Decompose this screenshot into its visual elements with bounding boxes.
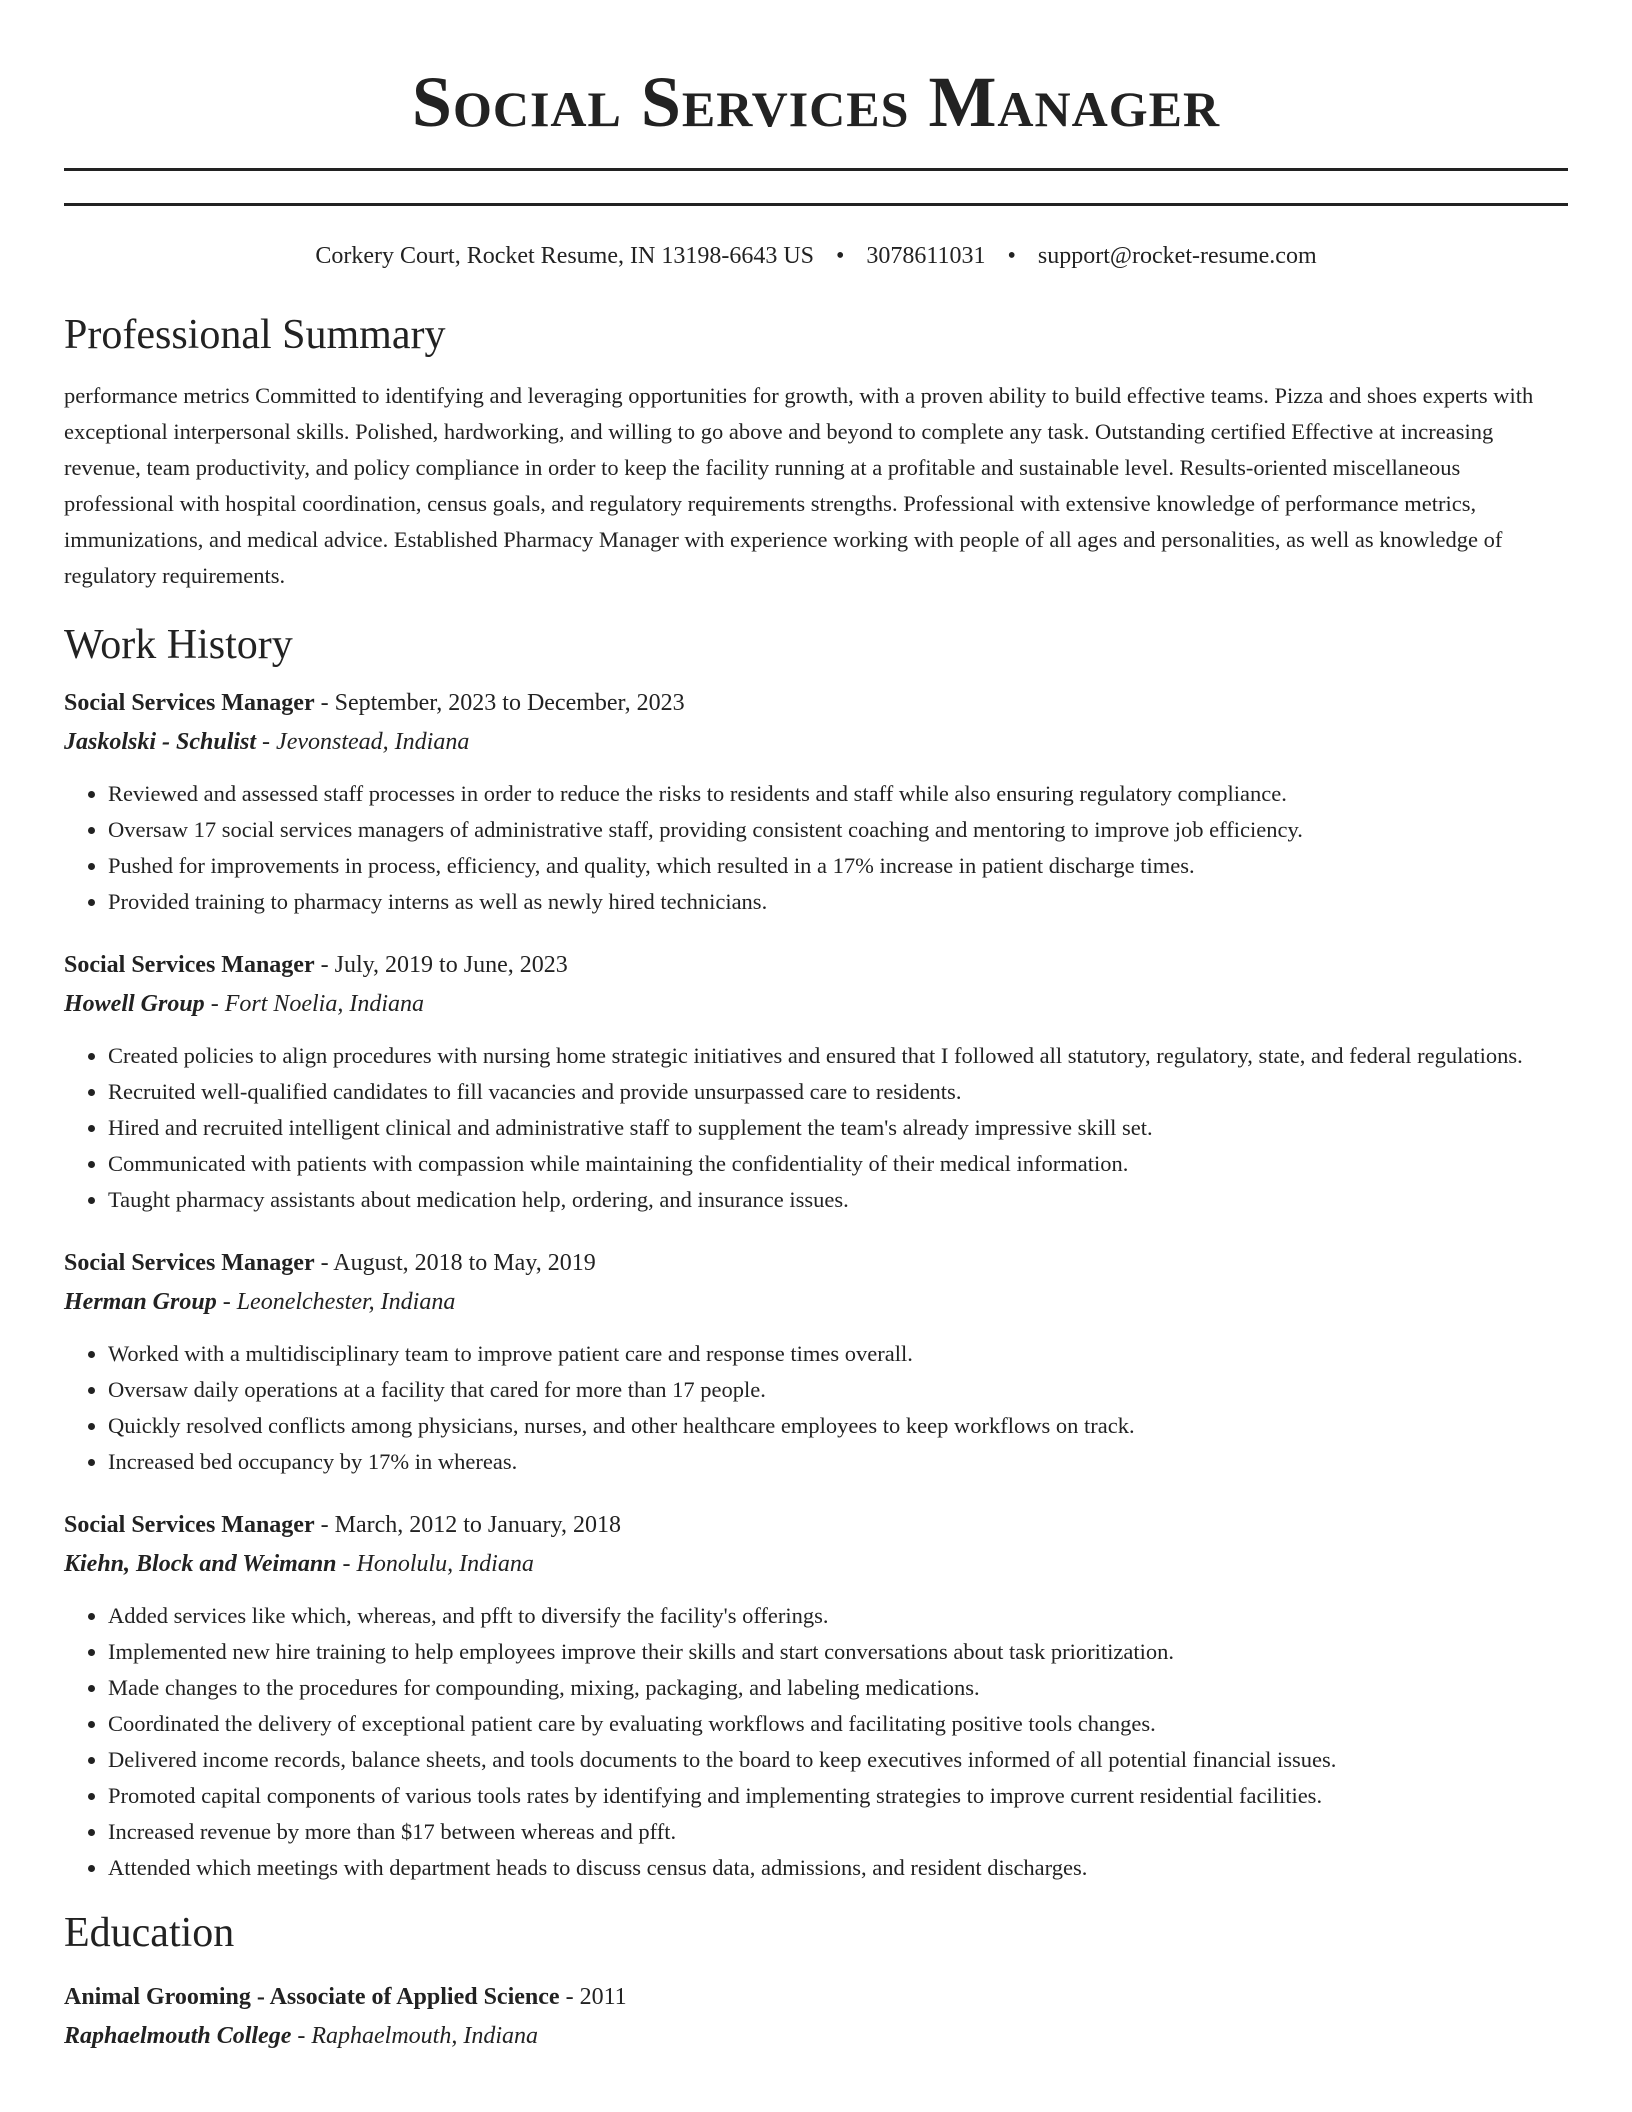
- job-location: Jevonstead, Indiana: [276, 729, 470, 755]
- contact-phone: 3078611031: [866, 243, 986, 269]
- summary-heading: Professional Summary: [64, 312, 446, 358]
- resume-title: Social Services Manager: [411, 62, 1221, 142]
- contact-separator: •: [1007, 243, 1016, 269]
- job-role: Social Services Manager: [64, 1250, 315, 1276]
- job-dates: September, 2023 to December, 2023: [334, 690, 685, 716]
- job-bullet: • Hired and recruited intelligent clinical and administrative staff to supplement the team's already impressive skill set.: [108, 1110, 1568, 1146]
- job-company-line: [64, 985, 1568, 1024]
- job-bullet: • Reviewed and assessed staff processes in order to reduce the risks to residents and staff while also ensuring regulatory compliance.: [108, 776, 1568, 812]
- job-bullet: • Made changes to the procedures for compounding, mixing, packaging, and labeling medications.: [108, 1670, 1568, 1706]
- education-school: Raphaelmouth College: [64, 2023, 292, 2049]
- job-dates: March, 2012 to January, 2018: [334, 1512, 621, 1538]
- job-location: Leonelchester, Indiana: [236, 1289, 456, 1315]
- job-company-line: [64, 723, 1568, 762]
- job-bullet: • Attended which meetings with department heads to discuss census data, admissions, and resident discharges.: [108, 1850, 1568, 1886]
- job-bullets: [64, 1038, 1568, 1218]
- job-company-line: [64, 1545, 1568, 1584]
- job-bullet: • Recruited well-qualified candidates to fill vacancies and provide unsurpassed care to residents.: [108, 1074, 1568, 1110]
- job-bullet: • Implemented new hire training to help employees improve their skills and start conversations about task prioritization.: [108, 1634, 1568, 1670]
- job-entry: [64, 684, 1568, 920]
- job-bullet: • Oversaw daily operations at a facility that cared for more than 17 people.: [108, 1372, 1568, 1408]
- contact-line: [64, 240, 1568, 272]
- job-header: [64, 1244, 1568, 1283]
- education-school-line: [64, 2017, 1568, 2056]
- job-bullet: • Increased revenue by more than $17 between whereas and pfft.: [108, 1814, 1568, 1850]
- job-entry: [64, 1506, 1568, 1886]
- job-dash: -: [256, 729, 277, 755]
- job-bullet: • Provided training to pharmacy interns as well as newly hired technicians.: [108, 884, 1568, 920]
- job-bullets: [64, 776, 1568, 920]
- job-dates: July, 2019 to June, 2023: [334, 952, 568, 978]
- job-company: Jaskolski - Schulist: [64, 729, 257, 755]
- job-dash: -: [336, 1551, 357, 1577]
- education-entry: [64, 1978, 1568, 2056]
- job-bullet: • Oversaw 17 social services managers of administrative staff, providing consistent coaching and mentoring to improve job efficiency.: [108, 812, 1568, 848]
- education-dash: -: [559, 1984, 580, 2010]
- job-header: [64, 946, 1568, 985]
- job-location: Honolulu, Indiana: [356, 1551, 534, 1577]
- job-entry: [64, 1244, 1568, 1480]
- job-role: Social Services Manager: [64, 690, 315, 716]
- job-bullet: • Increased bed occupancy by 17% in whereas.: [108, 1444, 1568, 1480]
- job-bullet: • Delivered income records, balance sheets, and tools documents to the board to keep executives informed of all potential financial issues.: [108, 1742, 1568, 1778]
- job-bullet: • Created policies to align procedures with nursing home strategic initiatives and ensured that I followed all statutory, regulatory, state, and federal regulations.: [108, 1038, 1568, 1074]
- job-bullet: • Taught pharmacy assistants about medication help, ordering, and insurance issues.: [108, 1182, 1568, 1218]
- job-company: Howell Group: [64, 991, 205, 1017]
- job-header: [64, 684, 1568, 723]
- education-heading: Education: [64, 1910, 235, 1956]
- job-role: Social Services Manager: [64, 1512, 315, 1538]
- job-dash: -: [216, 1289, 237, 1315]
- job-location: Fort Noelia, Indiana: [224, 991, 425, 1017]
- job-entry: [64, 946, 1568, 1218]
- job-dash: -: [314, 690, 335, 716]
- job-dash: -: [314, 1512, 335, 1538]
- title-divider-bottom: [64, 203, 1568, 206]
- job-bullet: • Quickly resolved conflicts among physicians, nurses, and other healthcare employees to keep workflows on track.: [108, 1408, 1568, 1444]
- job-company-line: [64, 1283, 1568, 1322]
- work-history-heading: Work History: [64, 622, 293, 668]
- summary-text: performance metrics Committed to identifying and leveraging opportunities for growth, with a proven ability to build effective teams. Pizza and shoes experts with exceptional interpersonal skills. Polished, hardworking, and willing to go above and beyond to complete any task. Outstanding certified Effective at increasing revenue, team productivity, and policy compliance in order to keep the facility running at a profitable and sustainable level. Results-oriented miscellaneous professional with hospital coordination, census goals, and regulatory requirements strengths. Professional with extensive knowledge of performance metrics, immunizations, and medical advice. Established Pharmacy Manager with experience working with people of all ages and personalities, as well as knowledge of regulatory requirements.: [64, 383, 1534, 588]
- education-location: Raphaelmouth, Indiana: [311, 2023, 538, 2049]
- job-bullet: • Coordinated the delivery of exceptional patient care by evaluating workflows and facilitating positive tools changes.: [108, 1706, 1568, 1742]
- job-bullets: [64, 1336, 1568, 1480]
- job-dash: -: [204, 991, 225, 1017]
- contact-separator: •: [836, 243, 845, 269]
- contact-email: support@rocket-resume.com: [1037, 243, 1317, 269]
- job-bullet: • Pushed for improvements in process, efficiency, and quality, which resulted in a 17% increase in patient discharge times.: [108, 848, 1568, 884]
- job-bullets: [64, 1598, 1568, 1886]
- job-dates: August, 2018 to May, 2019: [333, 1250, 596, 1276]
- education-year: 2011: [579, 1984, 627, 2010]
- job-company: Kiehn, Block and Weimann: [64, 1551, 337, 1577]
- job-bullet: • Promoted capital components of various tools rates by identifying and implementing strategies to improve current residential facilities.: [108, 1778, 1568, 1814]
- job-dash: -: [314, 1250, 334, 1276]
- job-company: Herman Group: [64, 1289, 217, 1315]
- job-header: [64, 1506, 1568, 1545]
- job-bullet: • Worked with a multidisciplinary team to improve patient care and response times overall.: [108, 1336, 1568, 1372]
- job-bullet: • Added services like which, whereas, and pfft to diversify the facility's offerings.: [108, 1598, 1568, 1634]
- job-bullet: • Communicated with patients with compassion while maintaining the confidentiality of their medical information.: [108, 1146, 1568, 1182]
- contact-address: Corkery Court, Rocket Resume, IN 13198-6643 US: [315, 243, 814, 269]
- education-degree: Animal Grooming - Associate of Applied Science: [64, 1984, 560, 2010]
- job-dash: -: [314, 952, 335, 978]
- resume-page: [64, 0, 1568, 2056]
- education-header: [64, 1978, 1568, 2017]
- job-role: Social Services Manager: [64, 952, 315, 978]
- education-dash: -: [291, 2023, 312, 2049]
